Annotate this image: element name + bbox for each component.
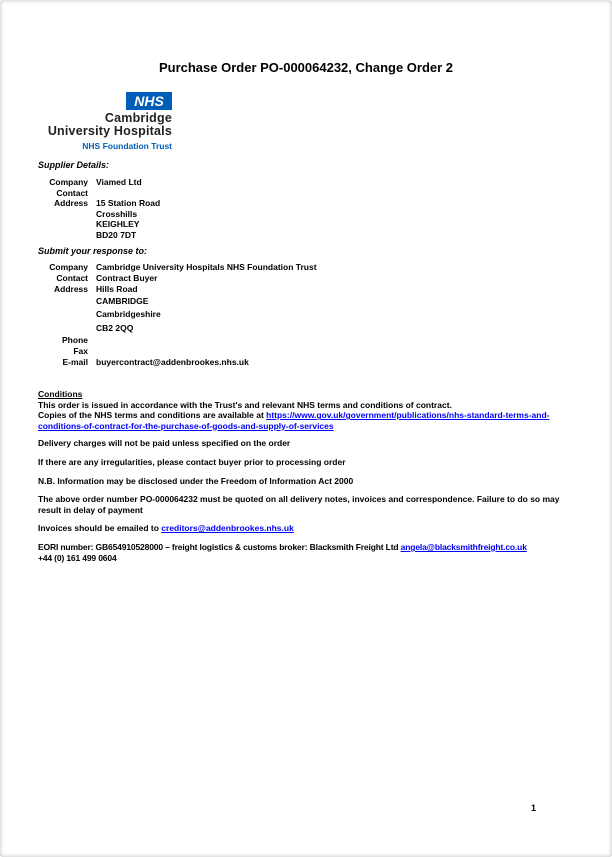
supplier-company-label: Company bbox=[49, 177, 88, 187]
supplier-address-line: KEIGHLEY bbox=[96, 219, 140, 229]
supplier-address-line: BD20 7DT bbox=[96, 229, 137, 240]
supplier-company-value: Viamed Ltd bbox=[96, 177, 142, 187]
submit-company-label: Company bbox=[49, 262, 88, 272]
eori-prefix: EORI number: GB654910528000 – freight logistics & customs broker: Blacksmith Freight Ltd bbox=[38, 541, 401, 552]
submit-address-line: Cambridgeshire bbox=[96, 309, 161, 320]
submit-fax-label: Fax bbox=[73, 346, 88, 357]
submit-phone-value bbox=[96, 335, 317, 346]
logo-foundation-trust-line: NHS Foundation Trust bbox=[82, 141, 172, 151]
submit-email-value: buyercontract@addenbrookes.nhs.uk bbox=[96, 357, 249, 368]
page-number: 1 bbox=[531, 803, 537, 813]
page-title: Purchase Order PO-000064232, Change Order 2 bbox=[158, 60, 454, 75]
submit-address-label: Address bbox=[53, 284, 88, 294]
freight-broker-phone: +44 (0) 161 499 0604 bbox=[38, 552, 117, 563]
conditions-copies-line bbox=[38, 410, 579, 431]
supplier-address-line: 15 Station Road bbox=[96, 198, 161, 208]
conditions-order-number-line: The above order number PO-000064232 must be quoted on all delivery notes, invoices and correspondence. Failure to do so may result in delay of payment bbox=[38, 494, 560, 515]
supplier-details-grid bbox=[38, 177, 160, 240]
submit-contact-value: Contract Buyer bbox=[96, 273, 158, 283]
invoices-prefix: Invoices should be emailed to bbox=[38, 523, 162, 534]
nhs-trust-logo bbox=[40, 92, 172, 153]
conditions-section bbox=[38, 389, 579, 571]
nhs-logo-icon: NHS bbox=[126, 92, 172, 110]
submit-response-grid bbox=[38, 262, 317, 368]
submit-response-heading: Submit your response to: bbox=[38, 246, 148, 256]
logo-org-line2: University Hospitals bbox=[47, 124, 172, 138]
conditions-delivery-line: Delivery charges will not be paid unless specified on the order bbox=[38, 438, 291, 449]
creditors-email-link[interactable]: creditors@addenbrookes.nhs.uk bbox=[161, 523, 294, 534]
submit-address-value bbox=[96, 284, 317, 335]
conditions-issued-line: This order is issued in accordance with the Trust's and relevant NHS terms and conditions of contract. bbox=[38, 399, 452, 410]
supplier-contact-label: Contact bbox=[56, 187, 88, 198]
nhs-terms-link[interactable]: https://www.gov.uk/government/publications/nhs-standard-terms-and-conditions-of-contract-for-the-purchase-of-goods-and-supply-of-services bbox=[38, 410, 550, 431]
submit-address-line: CB2 2QQ bbox=[96, 322, 134, 333]
conditions-irregularities-line: If there are any irregularities, please contact buyer prior to processing order bbox=[38, 456, 346, 467]
freight-broker-email-link[interactable]: angela@blacksmithfreight.co.uk bbox=[400, 541, 527, 552]
supplier-address-line: Crosshills bbox=[96, 208, 138, 219]
submit-email-label: E-mail bbox=[62, 357, 88, 368]
logo-org-line1: Cambridge bbox=[104, 111, 172, 125]
conditions-foi-line: N.B. Information may be disclosed under the Freedom of Information Act 2000 bbox=[38, 475, 354, 486]
conditions-invoices-line bbox=[38, 523, 579, 534]
conditions-heading: Conditions bbox=[38, 389, 83, 399]
submit-contact-label: Contact bbox=[56, 273, 88, 283]
submit-address-line: CAMBRIDGE bbox=[96, 296, 149, 306]
submit-company-value: Cambridge University Hospitals NHS Foundation Trust bbox=[96, 262, 317, 272]
supplier-details-heading: Supplier Details: bbox=[38, 160, 110, 170]
submit-address-line: Hills Road bbox=[96, 284, 138, 294]
conditions-copies-prefix: Copies of the NHS terms and conditions are available at bbox=[38, 410, 267, 421]
submit-phone-label: Phone bbox=[62, 335, 88, 346]
supplier-contact-value bbox=[96, 188, 160, 199]
supplier-address-label: Address bbox=[53, 198, 88, 208]
conditions-eori-line bbox=[38, 542, 579, 563]
supplier-address-value bbox=[96, 198, 160, 240]
submit-fax-value bbox=[96, 346, 317, 357]
